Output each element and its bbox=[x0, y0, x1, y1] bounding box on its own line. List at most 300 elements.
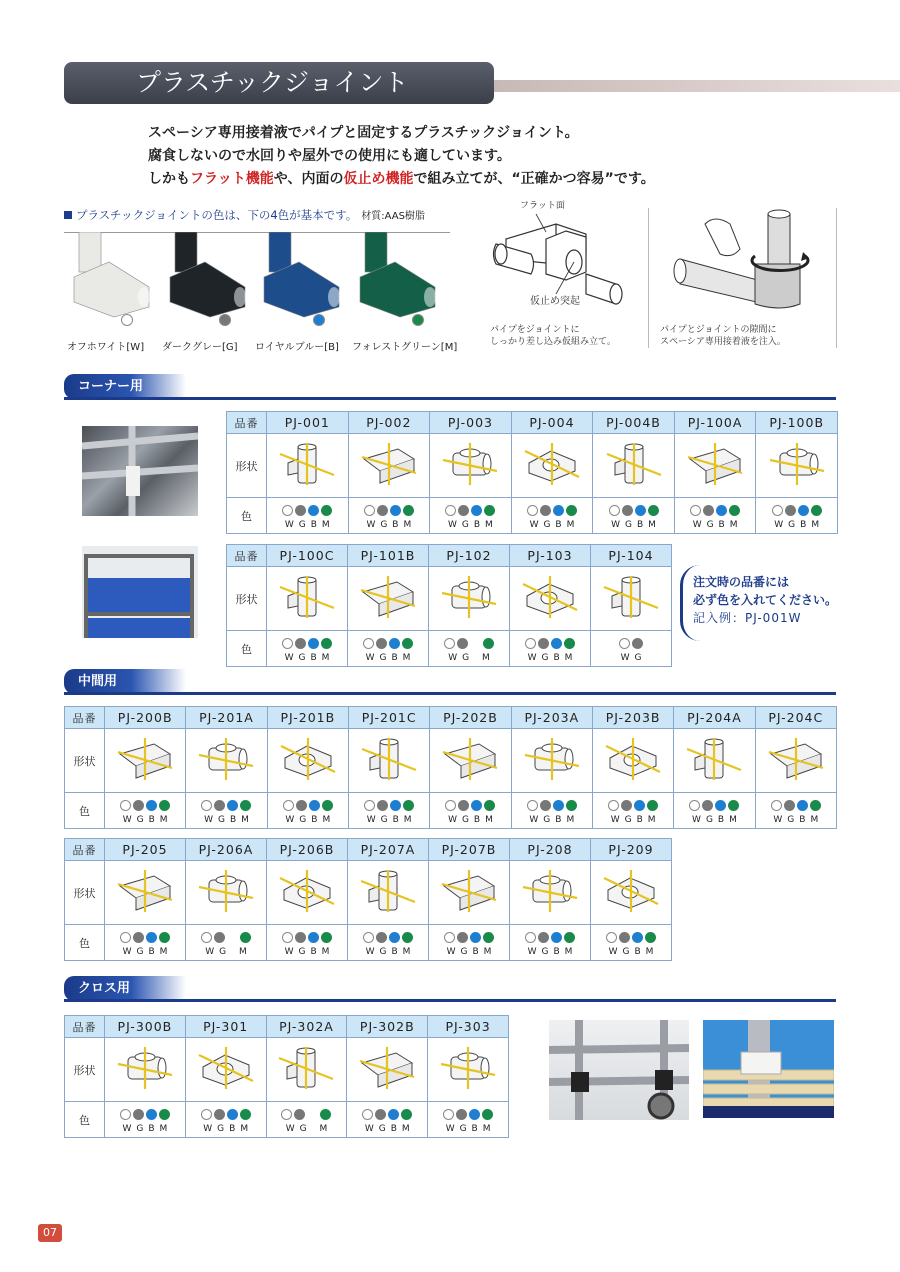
part-number: PJ-201B bbox=[267, 707, 348, 729]
color-dot-icon bbox=[363, 638, 374, 649]
color-dot-icon bbox=[632, 638, 643, 649]
middle-parts-table-2 bbox=[64, 838, 672, 961]
part-colors bbox=[510, 925, 591, 961]
part-shape-row bbox=[65, 1038, 509, 1102]
color-dots bbox=[363, 504, 415, 517]
joint-shape-icon bbox=[276, 868, 338, 914]
color-dots bbox=[119, 1108, 171, 1121]
part-colors bbox=[674, 793, 755, 829]
color-dot-icon bbox=[715, 800, 726, 811]
part-number-row bbox=[227, 412, 838, 434]
part-shape bbox=[428, 1038, 509, 1102]
color-dots bbox=[280, 1107, 332, 1121]
color-dot-icon bbox=[443, 1109, 454, 1120]
color-dot-icon bbox=[456, 1109, 467, 1120]
part-color-row bbox=[227, 631, 672, 667]
color-dot-icon bbox=[389, 932, 400, 943]
part-shape bbox=[429, 861, 510, 925]
order-note bbox=[680, 565, 840, 641]
color-dot-icon bbox=[376, 932, 387, 943]
color-letters: WGBM bbox=[610, 814, 661, 825]
part-number: PJ-100B bbox=[756, 412, 838, 434]
color-dot-icon bbox=[690, 505, 701, 516]
color-dots bbox=[362, 637, 414, 650]
color-letters: WGBM bbox=[529, 814, 580, 825]
part-colors bbox=[267, 925, 348, 961]
color-dot-icon bbox=[159, 932, 170, 943]
diagram1-caption-2: しっかり差し込み仮組み立て。 bbox=[490, 337, 616, 347]
part-colors bbox=[428, 1102, 509, 1138]
color-dot-icon bbox=[540, 505, 551, 516]
part-number-row bbox=[65, 707, 837, 729]
part-number: PJ-205 bbox=[105, 839, 186, 861]
material-text: 材質:AAS樹脂 bbox=[361, 211, 425, 222]
part-shape bbox=[267, 861, 348, 925]
color-letters: WG M bbox=[285, 1123, 333, 1134]
color-letters: WGBM bbox=[284, 519, 335, 530]
color-dot-icon bbox=[321, 505, 332, 516]
color-dot-icon bbox=[322, 800, 333, 811]
row-header-color: 色 bbox=[227, 631, 267, 667]
color-dot-icon bbox=[240, 800, 251, 811]
joint-shape-icon bbox=[766, 441, 828, 487]
joint-shape-icon bbox=[277, 736, 339, 782]
part-colors bbox=[429, 925, 510, 961]
row-header-number: 品番 bbox=[65, 707, 105, 729]
color-dot-icon bbox=[308, 638, 319, 649]
color-dots bbox=[363, 799, 415, 812]
joint-shape-icon bbox=[356, 1045, 418, 1091]
intro-line-3e: で組み立てが、“正確かつ容易”です。 bbox=[413, 171, 655, 187]
part-shape bbox=[430, 729, 511, 793]
color-dot-icon bbox=[525, 932, 536, 943]
color-dot-icon bbox=[214, 1109, 225, 1120]
color-dot-icon bbox=[564, 638, 575, 649]
diagram2-caption bbox=[660, 324, 786, 348]
color-swatch bbox=[254, 232, 349, 332]
intro-line-3 bbox=[148, 168, 655, 191]
part-colors bbox=[105, 925, 186, 961]
color-dot-icon bbox=[375, 1109, 386, 1120]
joint-sample-icon bbox=[64, 232, 159, 332]
color-dot-icon bbox=[471, 800, 482, 811]
color-dots bbox=[608, 504, 660, 517]
color-dots bbox=[361, 1108, 413, 1121]
intro-line-3a: しかも bbox=[148, 171, 190, 187]
color-letters: WGBM bbox=[122, 946, 173, 957]
part-colors bbox=[186, 793, 267, 829]
color-dot-icon bbox=[308, 505, 319, 516]
color-dot-icon bbox=[483, 932, 494, 943]
flat-feature-text: フラット機能 bbox=[190, 171, 274, 187]
intro-line-1: スペーシア専用接着液でパイプと固定するプラスチックジョイント。 bbox=[148, 125, 579, 141]
color-dot-icon bbox=[551, 638, 562, 649]
joint-shape-icon bbox=[195, 1045, 257, 1091]
part-colors bbox=[266, 1102, 347, 1138]
section-middle-rule bbox=[64, 692, 836, 695]
color-dot-icon bbox=[444, 638, 455, 649]
color-dots bbox=[281, 637, 333, 650]
color-dot-icon bbox=[412, 314, 424, 326]
part-number: PJ-209 bbox=[591, 839, 672, 861]
color-dot-icon bbox=[482, 1109, 493, 1120]
color-dot-icon bbox=[538, 932, 549, 943]
color-dots bbox=[770, 799, 822, 812]
part-shape bbox=[511, 434, 593, 498]
part-colors bbox=[511, 793, 592, 829]
part-shape bbox=[510, 567, 591, 631]
part-shape bbox=[674, 434, 756, 498]
row-header-color: 色 bbox=[65, 793, 105, 829]
color-dots bbox=[607, 799, 659, 812]
part-colors bbox=[429, 631, 510, 667]
color-dot-icon bbox=[471, 505, 482, 516]
color-dots bbox=[200, 930, 252, 944]
color-dot-icon bbox=[133, 1109, 144, 1120]
part-number: PJ-206B bbox=[267, 839, 348, 861]
part-colors bbox=[511, 498, 593, 534]
part-number: PJ-301 bbox=[185, 1016, 266, 1038]
part-colors bbox=[267, 793, 348, 829]
part-shape-row bbox=[65, 861, 672, 925]
part-number: PJ-004B bbox=[593, 412, 675, 434]
color-dot-icon bbox=[702, 800, 713, 811]
color-dot-icon bbox=[240, 1109, 251, 1120]
color-dot-icon bbox=[283, 800, 294, 811]
part-number: PJ-103 bbox=[510, 545, 591, 567]
page-title: プラスチックジョイント bbox=[64, 62, 494, 104]
part-colors bbox=[348, 631, 429, 667]
color-dot-icon bbox=[121, 314, 133, 326]
part-shape bbox=[105, 729, 186, 793]
part-shape bbox=[347, 1038, 428, 1102]
color-dot-icon bbox=[483, 638, 494, 649]
color-dots bbox=[282, 799, 334, 812]
color-letters: WGBM bbox=[284, 652, 335, 663]
color-dot-icon bbox=[402, 932, 413, 943]
part-shape bbox=[267, 567, 348, 631]
color-letters: WG M bbox=[448, 652, 495, 663]
color-dot-icon bbox=[798, 505, 809, 516]
color-letters: WGBM bbox=[446, 946, 497, 957]
title-rule bbox=[494, 80, 900, 92]
cross-photo-2 bbox=[703, 1020, 834, 1118]
part-colors bbox=[347, 1102, 428, 1138]
color-dot-icon bbox=[146, 1109, 157, 1120]
joint-shape-icon bbox=[357, 574, 419, 620]
part-number: PJ-003 bbox=[430, 412, 512, 434]
color-swatch-label: ロイヤルブルー[B] bbox=[255, 342, 339, 353]
color-dot-icon bbox=[219, 314, 231, 326]
part-number: PJ-100A bbox=[674, 412, 756, 434]
diagram2-caption-2: スペーシア専用接着液を注入。 bbox=[660, 337, 786, 347]
color-dot-icon bbox=[540, 800, 551, 811]
color-dot-icon bbox=[729, 505, 740, 516]
color-dot-icon bbox=[377, 800, 388, 811]
color-dot-icon bbox=[457, 932, 468, 943]
flat-face-label: フラット面 bbox=[520, 201, 565, 211]
color-dot-icon bbox=[538, 638, 549, 649]
color-dot-icon bbox=[811, 505, 822, 516]
row-header-shape: 形状 bbox=[65, 729, 105, 793]
color-dot-icon bbox=[551, 932, 562, 943]
part-shape bbox=[755, 729, 836, 793]
temp-stop-label: 仮止め突起 bbox=[530, 296, 580, 307]
row-header-shape: 形状 bbox=[227, 567, 267, 631]
color-dots bbox=[362, 931, 414, 944]
row-header-shape: 形状 bbox=[65, 861, 105, 925]
color-dot-icon bbox=[133, 800, 144, 811]
color-dot-icon bbox=[281, 1109, 292, 1120]
part-shape bbox=[674, 729, 755, 793]
color-dot-icon bbox=[240, 932, 251, 943]
color-dot-icon bbox=[120, 1109, 131, 1120]
color-dot-icon bbox=[321, 932, 332, 943]
part-shape bbox=[105, 1038, 186, 1102]
color-dot-icon bbox=[703, 505, 714, 516]
part-number: PJ-204A bbox=[674, 707, 755, 729]
color-dot-icon bbox=[553, 505, 564, 516]
color-dot-icon bbox=[201, 932, 212, 943]
joint-shape-icon bbox=[603, 441, 665, 487]
part-number: PJ-302B bbox=[347, 1016, 428, 1038]
joint-shape-icon bbox=[519, 868, 581, 914]
part-number: PJ-002 bbox=[348, 412, 430, 434]
color-letters: WGBM bbox=[611, 519, 661, 530]
part-colors bbox=[591, 631, 672, 667]
corner-photo-1 bbox=[82, 426, 198, 516]
part-number: PJ-302A bbox=[266, 1016, 347, 1038]
color-dot-icon bbox=[120, 932, 131, 943]
color-dot-icon bbox=[716, 505, 727, 516]
colors-heading-text: プラスチックジョイントの色は、下の4色が基本です。 bbox=[76, 208, 358, 222]
color-letters: WGBM bbox=[366, 814, 417, 825]
color-letters: WGBM bbox=[448, 814, 498, 825]
color-dots bbox=[442, 1108, 494, 1121]
color-dot-icon bbox=[484, 505, 495, 516]
color-dot-icon bbox=[784, 800, 795, 811]
color-dot-icon bbox=[527, 505, 538, 516]
part-number: PJ-201C bbox=[348, 707, 429, 729]
color-dot-icon bbox=[362, 1109, 373, 1120]
joint-shape-icon bbox=[439, 736, 501, 782]
joint-shape-icon bbox=[195, 736, 257, 782]
row-header-color: 色 bbox=[227, 498, 267, 534]
color-letters: WGBM bbox=[448, 519, 498, 530]
color-dots bbox=[444, 799, 496, 812]
joint-shape-icon bbox=[684, 441, 746, 487]
color-dot-icon bbox=[648, 505, 659, 516]
part-number: PJ-303 bbox=[428, 1016, 509, 1038]
part-shape-row bbox=[227, 567, 672, 631]
section-corner-header: コーナー用 bbox=[64, 374, 186, 399]
part-colors bbox=[755, 793, 836, 829]
part-number: PJ-300B bbox=[105, 1016, 186, 1038]
temp-stop-feature-text: 仮止め機能 bbox=[343, 171, 414, 187]
color-dot-icon bbox=[445, 800, 456, 811]
joint-shape-icon bbox=[438, 868, 500, 914]
part-colors bbox=[592, 793, 673, 829]
color-swatch bbox=[64, 232, 159, 332]
color-dot-icon bbox=[728, 800, 739, 811]
color-dot-icon bbox=[609, 505, 620, 516]
part-colors bbox=[674, 498, 756, 534]
color-dot-icon bbox=[566, 800, 577, 811]
color-dots bbox=[281, 931, 333, 944]
color-letters: WGBM bbox=[773, 814, 824, 825]
color-dot-icon bbox=[484, 800, 495, 811]
color-dot-icon bbox=[470, 932, 481, 943]
color-letters: WGBM bbox=[692, 519, 743, 530]
part-number: PJ-207B bbox=[429, 839, 510, 861]
joint-shape-icon bbox=[358, 441, 420, 487]
cross-photo-1 bbox=[549, 1020, 689, 1120]
color-dot-icon bbox=[364, 800, 375, 811]
color-dots bbox=[526, 799, 578, 812]
part-shape bbox=[430, 434, 512, 498]
square-bullet-icon bbox=[64, 211, 72, 219]
row-header-shape: 形状 bbox=[65, 1038, 105, 1102]
color-swatch-label: フォレストグリーン[M] bbox=[352, 342, 458, 353]
color-dots bbox=[200, 1108, 252, 1121]
color-dot-icon bbox=[608, 800, 619, 811]
row-header-number: 品番 bbox=[227, 412, 267, 434]
section-cross-header: クロス用 bbox=[64, 976, 186, 1001]
color-dot-icon bbox=[445, 505, 456, 516]
part-colors bbox=[348, 793, 429, 829]
part-number-row bbox=[65, 1016, 509, 1038]
color-dot-icon bbox=[133, 932, 144, 943]
section-corner-rule bbox=[64, 397, 836, 400]
color-dot-icon bbox=[388, 1109, 399, 1120]
section-middle-header: 中間用 bbox=[64, 669, 186, 694]
color-dot-icon bbox=[295, 505, 306, 516]
part-colors bbox=[267, 631, 348, 667]
page-number: 07 bbox=[38, 1224, 62, 1242]
part-shape bbox=[348, 729, 429, 793]
color-dot-icon bbox=[810, 800, 821, 811]
color-dot-icon bbox=[444, 932, 455, 943]
color-dots bbox=[771, 504, 823, 517]
joint-shape-icon bbox=[276, 441, 338, 487]
color-dots bbox=[605, 931, 657, 944]
color-swatch bbox=[160, 232, 255, 332]
color-letters: WGBM bbox=[366, 519, 417, 530]
part-shape bbox=[186, 729, 267, 793]
joint-shape-icon bbox=[114, 736, 176, 782]
color-dots bbox=[526, 504, 578, 517]
corner-parts-table-2 bbox=[226, 544, 672, 667]
color-letters: WGBM bbox=[122, 814, 173, 825]
joint-shape-icon bbox=[275, 1045, 337, 1091]
color-dot-icon bbox=[619, 638, 630, 649]
part-number: PJ-101B bbox=[348, 545, 429, 567]
part-colors bbox=[430, 498, 512, 534]
color-dots bbox=[443, 931, 495, 944]
color-dots bbox=[618, 637, 644, 650]
joint-shape-icon bbox=[521, 441, 583, 487]
part-shape bbox=[511, 729, 592, 793]
intro-line-3c: や、内面の bbox=[273, 171, 344, 187]
row-header-color: 色 bbox=[65, 1102, 105, 1138]
color-dot-icon bbox=[282, 932, 293, 943]
color-dot-icon bbox=[214, 932, 225, 943]
color-dot-icon bbox=[645, 932, 656, 943]
color-dot-icon bbox=[295, 638, 306, 649]
color-dots bbox=[524, 931, 576, 944]
part-number: PJ-203B bbox=[592, 707, 673, 729]
joint-shape-icon bbox=[114, 1045, 176, 1091]
color-letters: WGBM bbox=[365, 652, 416, 663]
color-dot-icon bbox=[214, 800, 225, 811]
part-colors bbox=[186, 925, 267, 961]
color-letters: WGBM bbox=[445, 1123, 496, 1134]
glue-injection-diagram bbox=[660, 204, 830, 322]
color-dot-icon bbox=[120, 800, 131, 811]
color-dot-icon bbox=[458, 800, 469, 811]
color-letters: WGBM bbox=[527, 946, 578, 957]
part-shape bbox=[348, 434, 430, 498]
color-dots bbox=[119, 931, 171, 944]
color-dots bbox=[281, 504, 333, 517]
diagram-divider bbox=[648, 208, 649, 348]
color-letters: WGBM bbox=[527, 652, 578, 663]
joint-shape-icon bbox=[438, 574, 500, 620]
part-colors bbox=[185, 1102, 266, 1138]
color-dot-icon bbox=[606, 932, 617, 943]
color-dot-icon bbox=[282, 505, 293, 516]
color-letters: WGBM bbox=[774, 519, 825, 530]
part-number: PJ-208 bbox=[510, 839, 591, 861]
part-colors bbox=[510, 631, 591, 667]
joint-shape-icon bbox=[276, 574, 338, 620]
section-cross-rule bbox=[64, 999, 836, 1002]
color-dot-icon bbox=[321, 638, 332, 649]
joint-shape-icon bbox=[358, 736, 420, 782]
intro-text bbox=[148, 122, 655, 191]
part-shape bbox=[266, 1038, 347, 1102]
color-dot-icon bbox=[159, 1109, 170, 1120]
cross-parts-table bbox=[64, 1015, 509, 1138]
color-dots bbox=[444, 504, 496, 517]
diagram1-caption-1: パイプをジョイントに bbox=[490, 325, 580, 335]
part-colors bbox=[430, 793, 511, 829]
color-dot-icon bbox=[364, 505, 375, 516]
part-number: PJ-104 bbox=[591, 545, 672, 567]
color-dot-icon bbox=[377, 505, 388, 516]
color-letters: WGBM bbox=[608, 946, 659, 957]
part-color-row bbox=[227, 498, 838, 534]
joint-shape-icon bbox=[600, 868, 662, 914]
color-dot-icon bbox=[622, 505, 633, 516]
color-dot-icon bbox=[566, 505, 577, 516]
color-dots bbox=[200, 799, 252, 812]
colors-heading bbox=[64, 207, 425, 223]
part-number: PJ-206A bbox=[186, 839, 267, 861]
color-swatch bbox=[350, 232, 445, 332]
part-colors bbox=[591, 925, 672, 961]
order-note-line-1: 注文時の品番には bbox=[693, 575, 790, 589]
color-letters: WGBM bbox=[364, 1123, 415, 1134]
color-dots bbox=[524, 637, 576, 650]
diagram-divider-right bbox=[836, 208, 837, 348]
color-letters: WGBM bbox=[203, 1123, 254, 1134]
intro-line-2: 腐食しないので水回りや屋外での使用にも適しています。 bbox=[148, 148, 511, 164]
color-dot-icon bbox=[309, 800, 320, 811]
part-number-row bbox=[227, 545, 672, 567]
part-color-row bbox=[65, 793, 837, 829]
color-dot-icon bbox=[772, 505, 783, 516]
